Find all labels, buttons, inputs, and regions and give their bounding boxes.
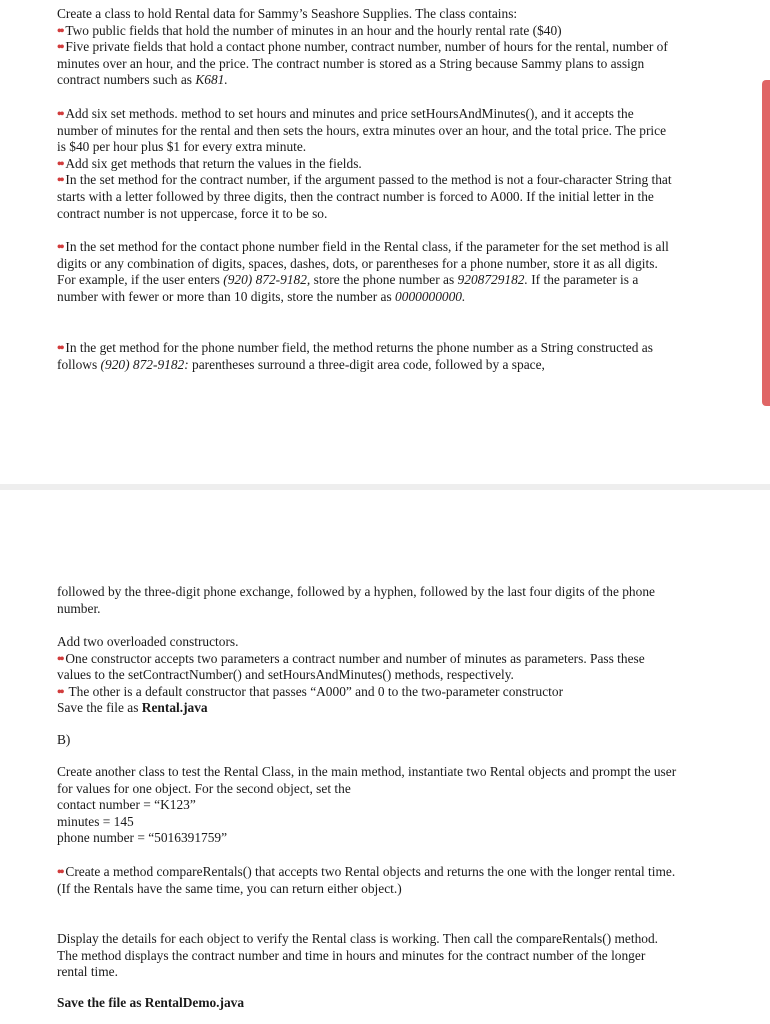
bullet-icon: ••	[57, 106, 63, 121]
intro-paragraph	[57, 6, 677, 89]
bullet-public-fields: Two public fields that hold the number of minutes in an hour and the hourly rental rate ($40)	[65, 22, 562, 38]
phone-get-paragraph	[57, 340, 677, 373]
section-b-label: B)	[57, 732, 71, 747]
constructors-paragraph	[57, 634, 677, 717]
contract-example: K681.	[195, 72, 228, 88]
phone-example-digits: 9208729182.	[457, 272, 528, 288]
phone-set-text-3: If the parameter is a number with fewer or more than 10 digits, store the number as	[57, 272, 639, 304]
document-page-1	[0, 0, 770, 484]
bullet-get-methods: Add six get methods that return the values in the fields.	[65, 155, 362, 171]
phone-get-example: (920) 872-9182:	[100, 356, 189, 372]
phone-get-text-2: parentheses surround a three-digit area code, followed by a space,	[192, 356, 545, 372]
phone-get-continuation: followed by the three-digit phone exchange, followed by a hyphen, followed by the last four digits of the phone number.	[57, 584, 655, 616]
demo-paragraph	[57, 764, 677, 847]
bullet-contract-rule: In the set method for the contract number, if the argument passed to the method is not a four-character String that starts with a letter followed by three digits, then the contract number is forced to A000. If the initial letter in the contract number is not uppercase, force it to be so.	[57, 172, 672, 221]
bullet-icon: ••	[57, 172, 63, 188]
save-demo-line: Save the file as RentalDemo.java	[57, 995, 245, 1010]
bullet-set-methods: Add six set methods. method to set hours and minutes and price setHoursAndMinutes(), and it accepts the number of minutes for the rental and then sets the hours, extra minutes over an hour, and the total price. The price is $40 per hour plus $1 for every extra minute.	[57, 106, 667, 155]
scrollbar-thumb[interactable]	[762, 80, 770, 406]
save-rental-filename: Rental.java	[141, 700, 208, 716]
bullet-icon: ••	[57, 239, 63, 254]
phone-number-line: phone number = “5016391759”	[57, 830, 228, 846]
bullet-icon: ••	[57, 39, 63, 55]
intro-text: Create a class to hold Rental data for Sammy’s Seashore Supplies. The class contains:	[57, 6, 518, 21]
phone-set-paragraph	[57, 239, 677, 305]
bullet-icon: ••	[57, 650, 63, 666]
methods-paragraph	[57, 106, 677, 222]
phone-example-formatted: (920) 872-9182,	[223, 272, 311, 288]
bullet-icon: ••	[57, 340, 63, 355]
bullet-icon: ••	[57, 864, 63, 879]
bullet-icon: ••	[57, 22, 63, 38]
constructors-heading: Add two overloaded constructors.	[57, 634, 239, 649]
bullet-private-fields: Five private fields that hold a contact phone number, contract number, number of hours for the rental, number of minutes over an hour, and the price. The contract number is stored as a String because Sammy plans to assign contract numbers such as	[57, 39, 668, 88]
bullet-icon: ••	[57, 683, 63, 699]
minutes-line: minutes = 145	[57, 813, 134, 829]
demo-intro-text: Create another class to test the Rental Class, in the main method, instantiate two Rental objects and prompt the user for values for one object. For the second object, set the	[57, 764, 677, 796]
phone-get-text-1: In the get method for the phone number field, the method returns the phone number as a String constructed as follows	[57, 340, 653, 372]
bullet-default-ctor: The other is a default constructor that passes “A000” and 0 to the two-parameter constructor	[65, 683, 564, 699]
contract-number-line: contact number = “K123”	[57, 797, 196, 813]
bullet-compare-rentals: Create a method compareRentals() that accepts two Rental objects and returns the one with the longer rental time. (If the Rentals have the same time, you can return either object.)	[57, 864, 676, 896]
phone-set-text-2: store the phone number as	[313, 272, 455, 288]
bullet-icon: ••	[57, 155, 63, 171]
phone-example-zeros: 0000000000.	[395, 288, 466, 304]
display-paragraph: Display the details for each object to verify the Rental class is working. Then call the compareRentals() method. The method displays the contract number and time in hours and minutes for the contract number of the longer rental time.	[57, 931, 659, 980]
compare-paragraph	[57, 864, 677, 897]
save-rental-prefix: Save the file as	[57, 700, 139, 716]
document-page-2	[0, 490, 770, 1024]
phone-set-text-1: In the set method for the contact phone number field in the Rental class, if the parameter for the set method is all digits or any combination of digits, spaces, dashes, dots, or parentheses for a phone number, store it as all digits. For example, if the user enters	[57, 239, 669, 288]
bullet-two-param-ctor: One constructor accepts two parameters a contract number and number of minutes as parameters. Pass these values to the setContractNumber() and setHoursAndMinutes() methods, respectively.	[57, 650, 645, 683]
